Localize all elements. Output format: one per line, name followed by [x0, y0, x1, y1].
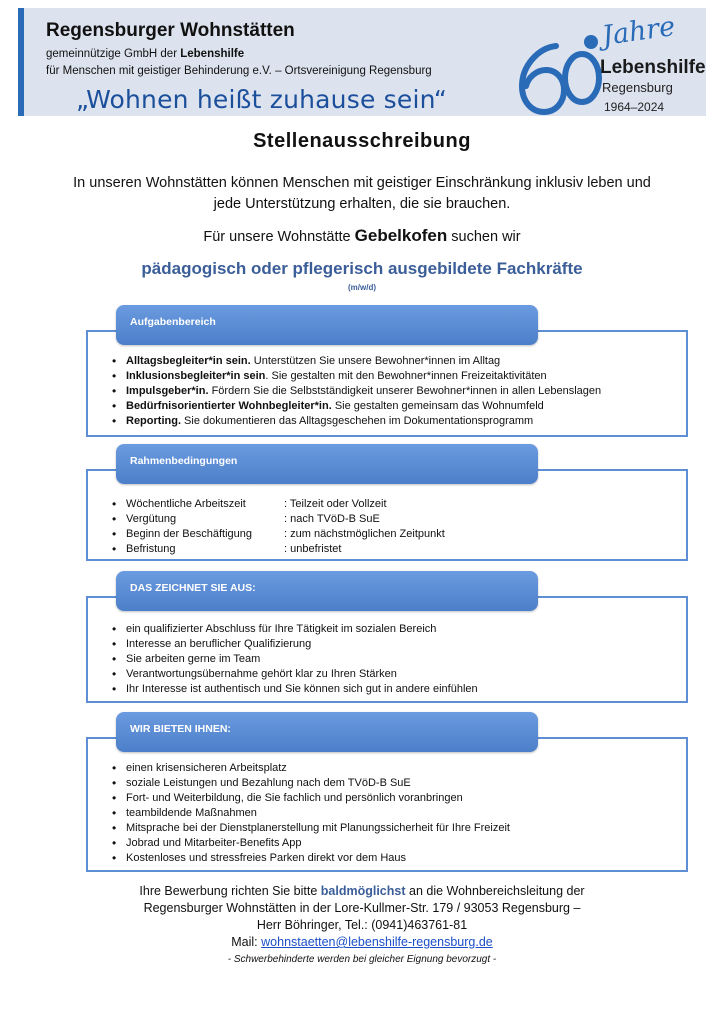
list-item: • Vergütung : nach TVöD-B SuE	[112, 512, 445, 527]
application-footer	[0, 883, 724, 968]
list-item: • soziale Leistungen und Bezahlung nach dem TVöD-B SuE	[112, 776, 510, 791]
list-item: • einen krisensicheren Arbeitsplatz	[112, 761, 510, 776]
slogan: „Wohnen heißt zuhause sein“	[76, 85, 448, 114]
list-item: • Wöchentliche Arbeitszeit : Teilzeit oder Vollzeit	[112, 497, 445, 512]
terms-section	[86, 455, 688, 561]
terms-list	[112, 497, 445, 557]
footer-highlight: baldmöglichst	[320, 884, 406, 898]
logo-years: 1964–2024	[604, 100, 665, 114]
lebenshilfe-60-years-logo	[512, 12, 712, 116]
offer-list	[112, 761, 510, 866]
logo-city: Regensburg	[602, 80, 673, 95]
list-item: • Befristung : unbefristet	[112, 542, 445, 557]
logo-name: Lebenshilfe	[600, 57, 706, 78]
position-title: pädagogisch oder pflegerisch ausgebildete Fachkräfte	[141, 259, 583, 278]
list-item: • Sie arbeiten gerne im Team	[112, 652, 478, 667]
profile-list	[112, 622, 478, 697]
organization-line-1-bold: Lebenshilfe	[180, 48, 245, 60]
list-item: • Mitsprache bei der Dienstplanerstellung mit Planungssicherheit für Ihre Freizeit	[112, 821, 510, 836]
email-link[interactable]: wohnstaetten@lebenshilfe-regensburg.de	[261, 935, 493, 949]
footer-line-1: Ihre Bewerbung richten Sie bitte baldmöglichst an die Wohnbereichsleitung der	[139, 884, 585, 898]
gender-note: (m/w/d)	[348, 283, 376, 292]
location-line: Für unsere Wohnstätte Gebelkofen suchen wir	[203, 226, 521, 245]
tasks-list	[112, 354, 601, 429]
list-item: • Reporting. Sie dokumentieren das Alltagsgeschehen im Dokumentationsprogramm	[112, 414, 601, 429]
list-item: • ein qualifizierter Abschluss für Ihre Tätigkeit im sozialen Bereich	[112, 622, 478, 637]
list-item: • Alltagsbegleiter*in sein. Unterstützen Sie unsere Bewohner*innen im Alltag	[112, 354, 601, 369]
list-item: • Interesse an beruflicher Qualifizierung	[112, 637, 478, 652]
list-item: • Impulsgeber*in. Fördern Sie die Selbstständigkeit unserer Bewohner*innen in allen Lebenslagen	[112, 384, 601, 399]
profile-heading: DAS ZEICHNET SIE AUS:	[116, 571, 538, 611]
footer-mail-line: Mail: wohnstaetten@lebenshilfe-regensburg.de	[231, 935, 493, 949]
terms-heading: Rahmenbedingungen	[116, 444, 538, 484]
organization-name: Regensburger Wohnstätten	[46, 20, 295, 41]
tasks-heading: Aufgabenbereich	[116, 305, 538, 345]
logo-jahre-text: Jahre	[600, 11, 678, 52]
list-item: • Kostenloses und stressfreies Parken direkt vor dem Haus	[112, 851, 510, 866]
intro-text: In unseren Wohnstätten können Menschen mit geistiger Einschränkung inklusiv leben und jede Unterstützung erhalten, die sie brauchen.	[73, 175, 651, 212]
list-item: • Jobrad und Mitarbeiter-Benefits App	[112, 836, 510, 851]
list-item: • Verantwortungsübernahme gehört klar zu Ihren Stärken	[112, 667, 478, 682]
organization-line-2: für Menschen mit geistiger Behinderung e.V. – Ortsvereinigung Regensburg	[46, 65, 432, 77]
tasks-section	[86, 316, 688, 437]
footer-line-2: Regensburger Wohnstätten in der Lore-Kullmer-Str. 179 / 93053 Regensburg –	[143, 901, 581, 915]
organization-line-1: gemeinnützige GmbH der Lebenshilfe	[46, 48, 245, 60]
offer-heading: WIR BIETEN IHNEN:	[116, 712, 538, 752]
letterhead	[18, 8, 706, 116]
footer-line-3: Herr Böhringer, Tel.: (0941)463761-81	[256, 918, 468, 932]
list-item: • Beginn der Beschäftigung : zum nächstmöglichen Zeitpunkt	[112, 527, 445, 542]
list-item: • Inklusionsbegleiter*in sein. Sie gestalten mit den Bewohner*innen Freizeitaktivitäten	[112, 369, 601, 384]
list-item: • Fort- und Weiterbildung, die Sie fachlich und persönlich voranbringen	[112, 791, 510, 806]
list-item: • Ihr Interesse ist authentisch und Sie können sich gut in andere einfühlen	[112, 682, 478, 697]
footer-note: - Schwerbehinderte werden bei gleicher Eignung bevorzugt -	[227, 954, 497, 965]
sixty-logo-icon	[512, 12, 604, 116]
list-item: • Bedürfnisorientierter Wohnbegleiter*in. Sie gestalten gemeinsam das Wohnumfeld	[112, 399, 601, 414]
list-item: • teambildende Maßnahmen	[112, 806, 510, 821]
location-name: Gebelkofen	[354, 226, 448, 245]
profile-section	[86, 582, 688, 703]
offer-section	[86, 723, 688, 872]
page-title: Stellenausschreibung	[253, 130, 471, 152]
